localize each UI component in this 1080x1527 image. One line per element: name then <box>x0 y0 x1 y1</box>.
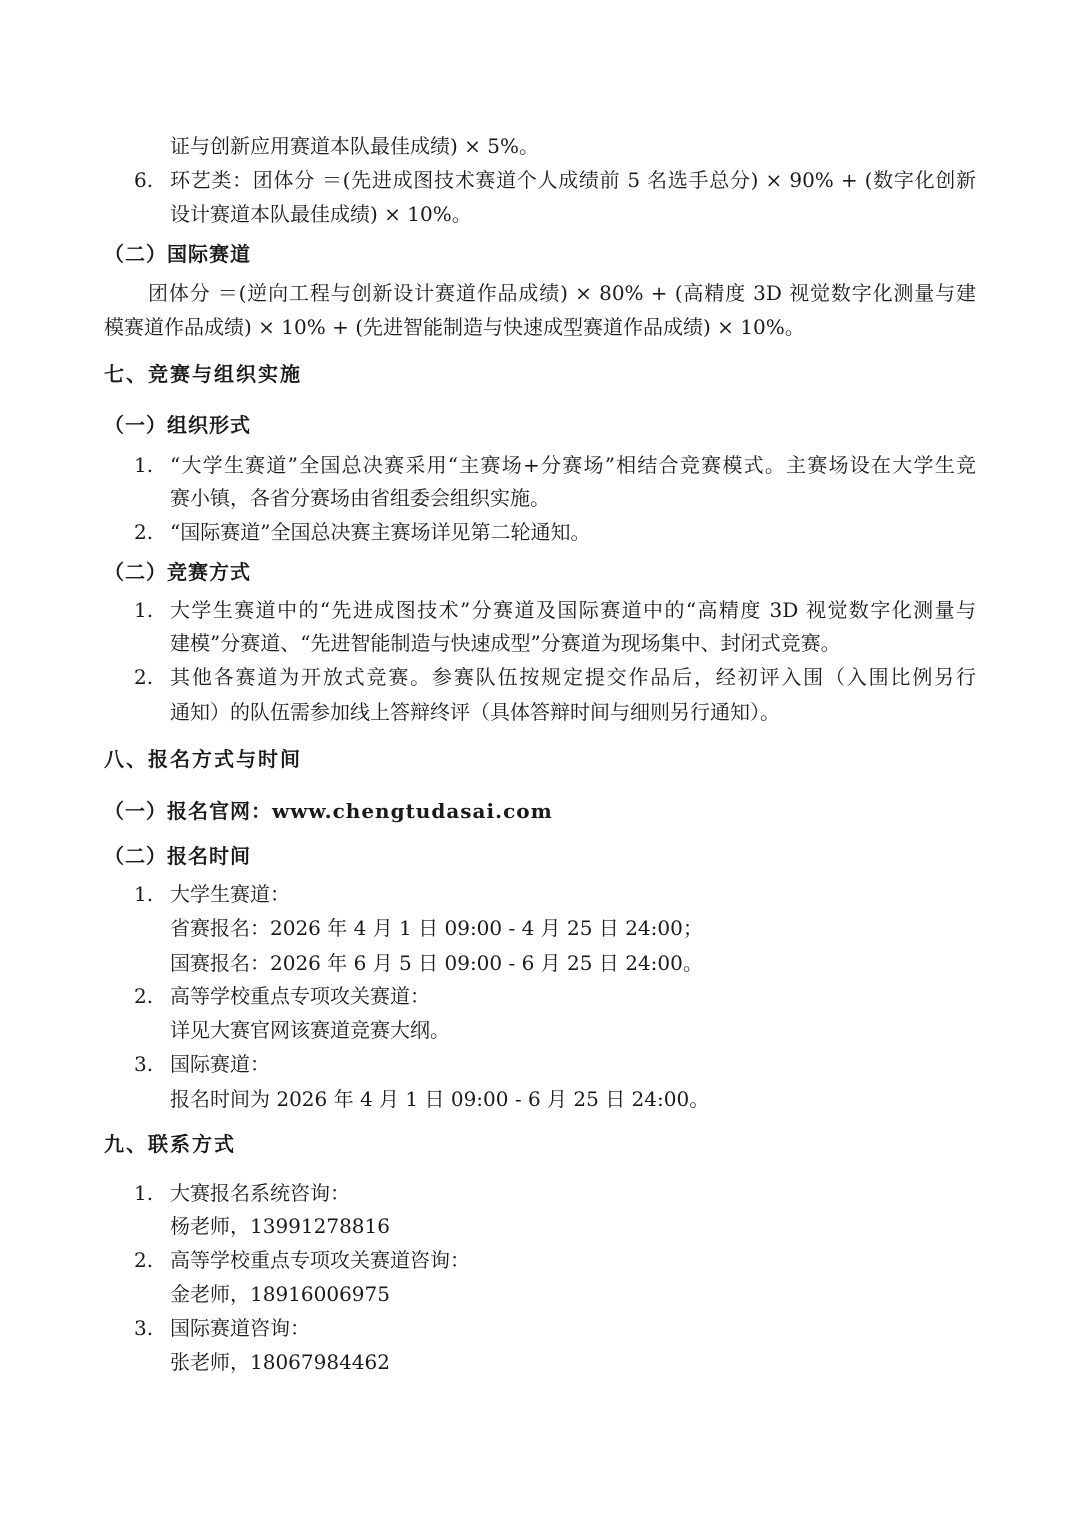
text-span: 国赛报名：2026 年 6 月 5 日 09:00 - 6 月 25 日 24:00。 <box>170 951 703 975</box>
list-item <box>0 1245 1080 1275</box>
subheading <box>0 557 1080 587</box>
item-number: 1. <box>134 1181 154 1205</box>
section-heading-text: 九、联系方式 <box>104 1132 236 1156</box>
list-item <box>0 450 1080 480</box>
section-heading-text: 八、报名方式与时间 <box>104 747 302 771</box>
text-span: 国际赛道： <box>170 1052 270 1076</box>
text-line <box>0 278 1080 308</box>
text-span: 团体分 ＝(逆向工程与创新设计赛道作品成绩) × 80% + (高精度 3D 视觉数字化测量与建 <box>148 281 976 305</box>
text-span: 高等学校重点专项攻关赛道咨询： <box>170 1248 470 1272</box>
contact-text: 金老师，18916006975 <box>170 1282 390 1306</box>
text-span: 模赛道作品成绩) × 10% + (先进智能制造与快速成型赛道作品成绩) × 10%。 <box>104 315 805 339</box>
contact-text: 杨老师，13991278816 <box>170 1214 390 1238</box>
item-number: 2. <box>134 984 154 1008</box>
section-heading <box>0 359 1080 389</box>
list-item <box>0 981 1080 1011</box>
item-number: 3. <box>134 1052 154 1076</box>
subheading <box>0 841 1080 871</box>
text-span: 设计赛道本队最佳成绩) × 10%。 <box>170 202 472 226</box>
text-line <box>0 1015 1080 1045</box>
text-span: 大赛报名系统咨询： <box>170 1181 350 1205</box>
text-span: 赛小镇，各省分赛场由省组委会组织实施。 <box>170 486 550 510</box>
item-number: 2. <box>134 665 154 689</box>
text-line <box>0 948 1080 978</box>
text-line <box>0 913 1080 943</box>
text-span: 建模”分赛道、“先进智能制造与快速成型”分赛道为现场集中、封闭式竞赛。 <box>170 631 841 655</box>
list-item <box>0 1049 1080 1079</box>
subheading-text: （二）竞赛方式 <box>104 560 251 584</box>
list-item <box>0 165 1080 195</box>
list-item <box>0 1313 1080 1343</box>
text-span: 高等学校重点专项攻关赛道： <box>170 984 430 1008</box>
text-line <box>0 1211 1080 1241</box>
subheading-text: （一）组织形式 <box>104 413 251 437</box>
text-line <box>0 199 1080 229</box>
subheading-text: （二）国际赛道 <box>104 242 251 266</box>
subheading <box>0 410 1080 440</box>
text-line <box>0 483 1080 513</box>
text-line <box>0 697 1080 727</box>
item-number: 1. <box>134 598 154 622</box>
section-heading-text: 七、竞赛与组织实施 <box>104 362 302 386</box>
text-line <box>0 628 1080 658</box>
subheading <box>0 796 1080 826</box>
text-line <box>0 131 1080 161</box>
subheading-text <box>104 796 553 826</box>
text-span: 其他各赛道为开放式竞赛。参赛队伍按规定提交作品后，经初评入围（入围比例另行 <box>170 665 976 689</box>
list-item <box>0 517 1080 547</box>
text-span: 国际赛道咨询： <box>170 1316 310 1340</box>
text-span: 环艺类：团体分 ＝(先进成图技术赛道个人成绩前 5 名选手总分) × 90% + (数字化创新 <box>170 168 976 192</box>
text-span: 大学生赛道： <box>170 882 290 906</box>
text-line <box>0 1084 1080 1114</box>
text-span: 详见大赛官网该赛道竞赛大纲。 <box>170 1018 450 1042</box>
text-span: “大学生赛道”全国总决赛采用“主赛场+分赛场”相结合竞赛模式。主赛场设在大学生竞 <box>170 453 976 477</box>
subheading <box>0 239 1080 269</box>
item-number: 6. <box>134 168 154 192</box>
text-span: 报名时间为 2026 年 4 月 1 日 09:00 - 6 月 25 日 24:00。 <box>170 1087 710 1111</box>
list-item <box>0 1178 1080 1208</box>
subheading-text: （二）报名时间 <box>104 844 251 868</box>
item-number: 1. <box>134 882 154 906</box>
item-number: 1. <box>134 453 154 477</box>
contact-text: 张老师，18067984462 <box>170 1350 390 1374</box>
section-heading <box>0 1129 1080 1159</box>
subheading-label: （一）报名官网： <box>104 799 272 823</box>
section-heading <box>0 744 1080 774</box>
website-link[interactable]: www.chengtudasai.com <box>272 799 553 823</box>
item-number: 2. <box>134 1248 154 1272</box>
text-line <box>0 312 1080 342</box>
item-number: 3. <box>134 1316 154 1340</box>
text-line <box>0 1347 1080 1377</box>
text-span: 证与创新应用赛道本队最佳成绩) × 5%。 <box>170 134 540 158</box>
list-item <box>0 662 1080 692</box>
text-line <box>0 1279 1080 1309</box>
list-item <box>0 879 1080 909</box>
text-span: “国际赛道”全国总决赛主赛场详见第二轮通知。 <box>170 520 591 544</box>
list-item <box>0 595 1080 625</box>
text-span: 省赛报名：2026 年 4 月 1 日 09:00 - 4 月 25 日 24:00； <box>170 916 703 940</box>
item-number: 2. <box>134 520 154 544</box>
text-span: 大学生赛道中的“先进成图技术”分赛道及国际赛道中的“高精度 3D 视觉数字化测量与 <box>170 598 976 622</box>
text-span: 通知）的队伍需参加线上答辩终评（具体答辩时间与细则另行通知）。 <box>170 700 780 724</box>
